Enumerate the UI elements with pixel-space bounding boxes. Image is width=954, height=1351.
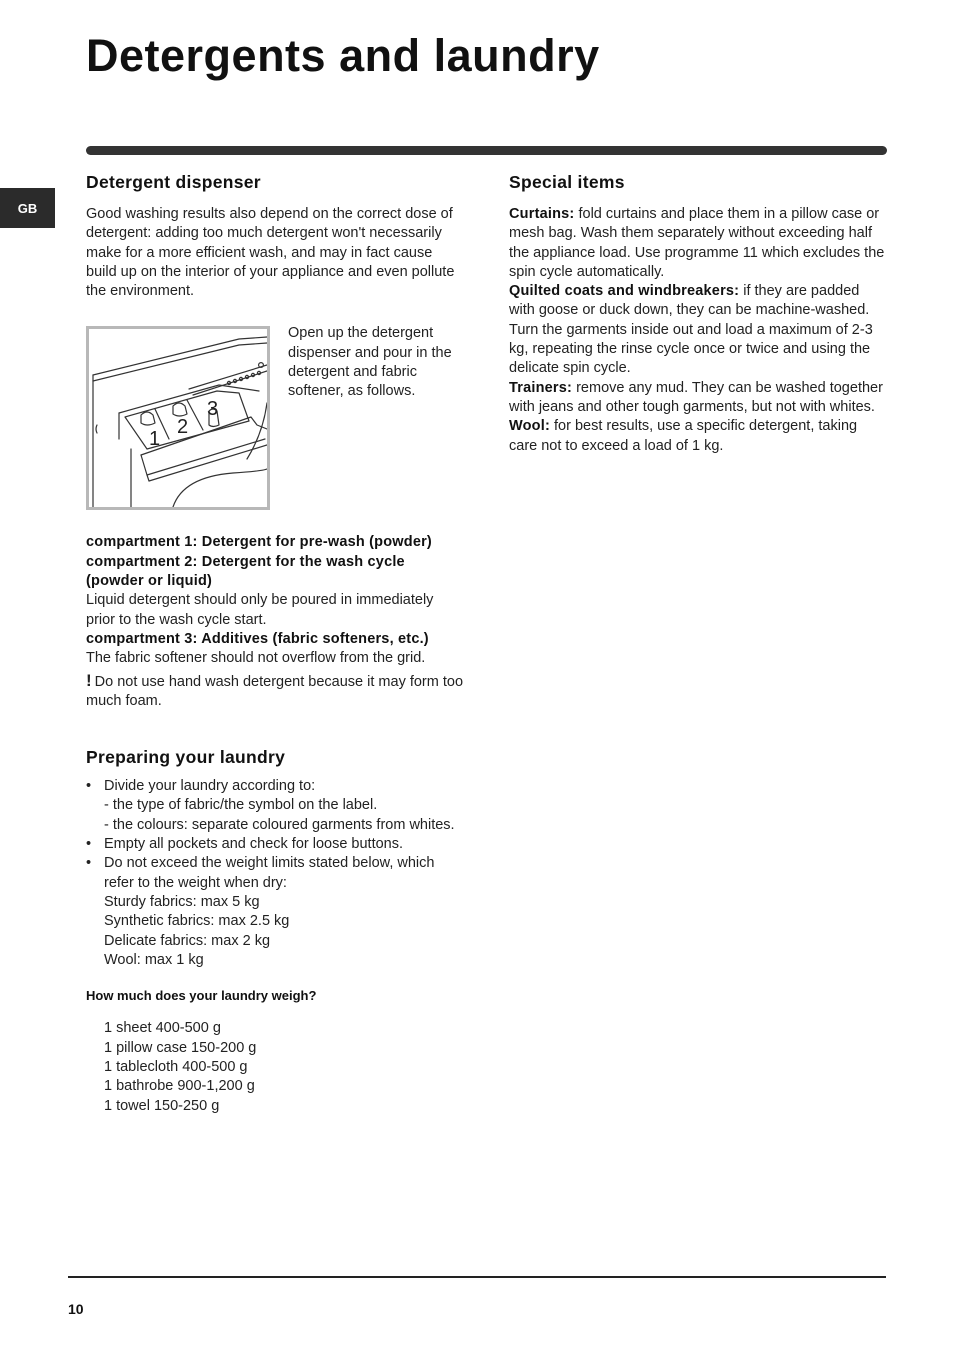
trainers-text: remove any mud. They can be washed together with jeans and other tough garments, but not with whites. (509, 379, 883, 415)
sub-item-colours: - the colours: separate coloured garments from whites. (104, 816, 455, 833)
compartment-label-1: 1 (149, 428, 161, 451)
sub-item-fabric-type: - the type of fabric/the symbol on the label. (104, 797, 378, 814)
dispenser-figure-caption: Open up the detergent dispenser and pour in the detergent and fabric softener, as follows. (288, 325, 452, 400)
weight-towel: 1 towel 150-250 g (104, 1097, 220, 1114)
left-column (86, 172, 466, 1116)
preparing-laundry-list (86, 777, 466, 970)
header-rule (86, 146, 887, 155)
limit-synthetic: Synthetic fabrics: max 2.5 kg (104, 913, 290, 930)
curtains-label: Curtains: (509, 206, 575, 222)
weight-pillow-case: 1 pillow case 150-200 g (104, 1039, 257, 1056)
weight-sheet: 1 sheet 400-500 g (104, 1020, 221, 1037)
wool-label: Wool: (509, 418, 550, 435)
dispenser-drawing-icon (89, 329, 267, 507)
language-tab: GB (0, 188, 55, 228)
list-item (86, 854, 466, 970)
compartment-1-label: compartment 1: Detergent for pre-wash (powder) (86, 534, 432, 551)
footer-rule (68, 1276, 886, 1278)
coats-text: if they are padded with goose or duck down, they can be machine-washed. Turn the garments inside out and load a maximum of 2-3 kg, repeating the rinse cycle once or twice and using the delicate spin cycle. (509, 283, 873, 377)
laundry-weight-heading: How much does your laundry weigh? (86, 988, 317, 1004)
compartment-2-label: compartment 2: Detergent for the wash cycle (powder or liquid) (86, 553, 405, 590)
compartment-3-label: compartment 3: Additives (fabric softeners, etc.) (86, 630, 429, 647)
limit-wool: Wool: max 1 kg (104, 951, 204, 968)
compartment-label-3: 3 (207, 398, 219, 421)
bullet-weight-limits: Do not exceed the weight limits stated below, which refer to the weight when dry: (104, 855, 435, 891)
compartment-label-2: 2 (177, 416, 189, 439)
preparing-laundry-heading: Preparing your laundry (86, 747, 286, 768)
trainers-label: Trainers: (509, 379, 573, 396)
compartment-instructions (86, 533, 466, 711)
page-title: Detergents and laundry (86, 30, 600, 81)
curtains-paragraph (509, 205, 889, 282)
bullet-empty-pockets: Empty all pockets and check for loose buttons. (104, 836, 404, 853)
detergent-dispenser-heading: Detergent dispenser (86, 172, 261, 192)
hand-wash-warning (86, 671, 466, 712)
special-items-heading: Special items (509, 172, 625, 192)
wool-text: for best results, use a specific detergent, taking care not to exceed a load of 1 kg. (509, 418, 858, 454)
bullet-divide-laundry: Divide your laundry according to: (104, 778, 316, 795)
liquid-detergent-note: Liquid detergent should only be poured in immediately prior to the wash cycle start. (86, 592, 434, 628)
list-item (86, 777, 466, 835)
dispenser-intro: Good washing results also depend on the correct dose of detergent: adding too much detergent won't necessarily make for a more efficient wash, and may in fact cause build up on the interior of your appliance and even pollute the environment. (86, 206, 455, 300)
weight-bathrobe: 1 bathrobe 900-1,200 g (104, 1078, 255, 1095)
warning-icon: ! (86, 670, 92, 690)
detergent-dispenser-illustration (86, 326, 270, 510)
trainers-paragraph (509, 379, 889, 418)
list-item (86, 835, 466, 854)
warning-text: Do not use hand wash detergent because it may form too much foam. (86, 673, 464, 709)
laundry-weight-list (86, 1019, 466, 1115)
coats-label: Quilted coats and windbreakers: (509, 283, 740, 300)
fabric-softener-note: The fabric softener should not overflow from the grid. (86, 650, 426, 667)
dispenser-figure-row (86, 326, 466, 510)
limit-delicate: Delicate fabrics: max 2 kg (104, 932, 271, 949)
curtains-text: fold curtains and place them in a pillow case or mesh bag. Wash them separately without exceeding half the appliance load. Use programme 11 which excludes the spin cycle automatically. (509, 206, 885, 280)
limit-sturdy: Sturdy fabrics: max 5 kg (104, 893, 260, 910)
weight-tablecloth: 1 tablecloth 400-500 g (104, 1059, 248, 1076)
wool-paragraph (509, 417, 889, 456)
right-column (509, 172, 889, 456)
page-number: 10 (68, 1301, 84, 1317)
coats-paragraph (509, 282, 889, 378)
